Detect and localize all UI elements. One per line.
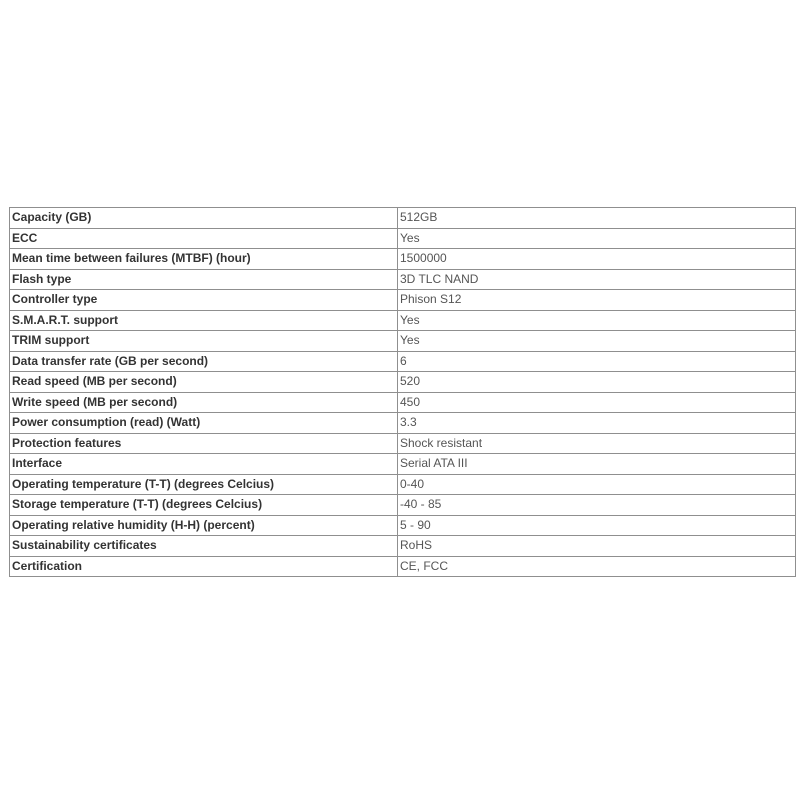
spec-value: -40 - 85	[398, 495, 796, 516]
spec-value: 1500000	[398, 249, 796, 270]
table-row	[10, 556, 796, 577]
spec-value: RoHS	[398, 536, 796, 557]
spec-label: Operating temperature (T-T) (degrees Celcius)	[10, 474, 398, 495]
spec-value: Phison S12	[398, 290, 796, 311]
table-row	[10, 249, 796, 270]
spec-label: Certification	[10, 556, 398, 577]
spec-label: Mean time between failures (MTBF) (hour)	[10, 249, 398, 270]
spec-value: 5 - 90	[398, 515, 796, 536]
table-row	[10, 433, 796, 454]
spec-label: ECC	[10, 228, 398, 249]
table-row	[10, 351, 796, 372]
spec-value: Serial ATA III	[398, 454, 796, 475]
table-row	[10, 228, 796, 249]
spec-value: 3.3	[398, 413, 796, 434]
table-row	[10, 413, 796, 434]
spec-value: Shock resistant	[398, 433, 796, 454]
table-row	[10, 290, 796, 311]
table-row	[10, 454, 796, 475]
spec-label: S.M.A.R.T. support	[10, 310, 398, 331]
table-row	[10, 392, 796, 413]
spec-label: Protection features	[10, 433, 398, 454]
table-row	[10, 495, 796, 516]
spec-value: Yes	[398, 310, 796, 331]
table-row	[10, 331, 796, 352]
spec-table	[9, 207, 796, 577]
table-row	[10, 269, 796, 290]
spec-label: Controller type	[10, 290, 398, 311]
spec-label: Storage temperature (T-T) (degrees Celcius)	[10, 495, 398, 516]
spec-value: 512GB	[398, 208, 796, 229]
spec-label: Data transfer rate (GB per second)	[10, 351, 398, 372]
spec-label: Read speed (MB per second)	[10, 372, 398, 393]
table-row	[10, 208, 796, 229]
spec-label: Interface	[10, 454, 398, 475]
spec-value: 6	[398, 351, 796, 372]
spec-label: Power consumption (read) (Watt)	[10, 413, 398, 434]
table-row	[10, 536, 796, 557]
spec-label: Sustainability certificates	[10, 536, 398, 557]
spec-value: Yes	[398, 331, 796, 352]
spec-value: CE, FCC	[398, 556, 796, 577]
spec-label: Flash type	[10, 269, 398, 290]
spec-value: 520	[398, 372, 796, 393]
table-row	[10, 515, 796, 536]
table-row	[10, 474, 796, 495]
spec-value: 0-40	[398, 474, 796, 495]
table-row	[10, 310, 796, 331]
spec-label: TRIM support	[10, 331, 398, 352]
spec-value: 450	[398, 392, 796, 413]
spec-label: Capacity (GB)	[10, 208, 398, 229]
spec-value: Yes	[398, 228, 796, 249]
spec-label: Write speed (MB per second)	[10, 392, 398, 413]
spec-label: Operating relative humidity (H-H) (percent)	[10, 515, 398, 536]
spec-value: 3D TLC NAND	[398, 269, 796, 290]
table-row	[10, 372, 796, 393]
